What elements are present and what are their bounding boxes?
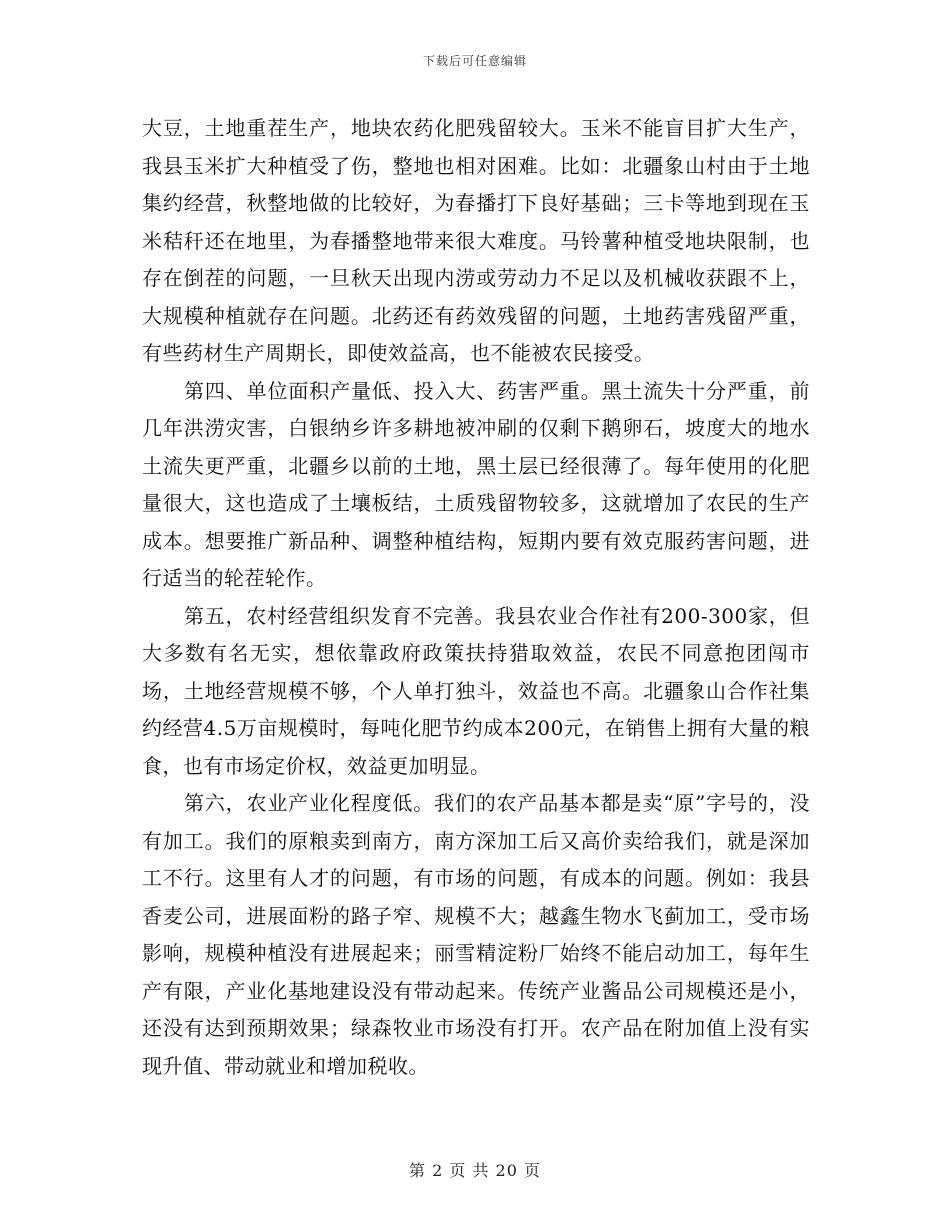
paragraph-section-four: 第四、单位面积产量低、投入大、药害严重。黑土流失十分严重，前几年洪涝灾害，白银纳乡许多耕地被冲刷的仅剩下鹅卵石，坡度大的地水土流失更严重，北疆乡以前的土地，黑土层已经很薄了。每年使用的化肥量很大，这也造成了土壤板结，土质残留物较多，这就增加了农民的生产成本。想要推广新品种、调整种植结构，短期内要有效克服药害问题，进行适当的轮茬轮作。: [142, 378, 810, 590]
paragraph-section-six: 第六，农业产业化程度低。我们的农产品基本都是卖“原”字号的，没有加工。我们的原粮卖到南方，南方深加工后又高价卖给我们，就是深加工不行。这里有人才的问题，有市场的问题，有成本的问题。例如：我县香麦公司，进展面粉的路子窄、规模不大；越鑫生物水飞蓟加工，受市场影响，规模种植没有进展起来；丽雪精淀粉厂始终不能启动加工，每年生产有限，产业化基地建设没有带动起来。传统产业酱品公司规模还是小，还没有达到预期效果；绿森牧业市场没有打开。农产品在附加值上没有实现升值、带动就业和增加税收。: [142, 791, 810, 1078]
paragraph-continued: 大豆，土地重茬生产，地块农药化肥残留较大。玉米不能盲目扩大生产，我县玉米扩大种植受了伤，整地也相对困难。比如：北疆象山村由于土地集约经营，秋整地做的比较好，为春播打下良好基础；三卡等地到现在玉米秸秆还在地里，为春播整地带来很大难度。马铃薯种植受地块限制，也存在倒茬的问题，一旦秋天出现内涝或劳动力不足以及机械收获跟不上，大规模种植就存在问题。北药还有药效残留的问题，土地药害残留严重，有些药材生产周期长，即使效益高，也不能被农民接受。: [142, 116, 810, 365]
paragraph-section-five: 第五，农村经营组织发育不完善。我县农业合作社有200-300家，但大多数有名无实，想依靠政府政策扶持猎取效益，农民不同意抱团闯市场，土地经营规模不够，个人单打独斗，效益也不高。北疆象山合作社集约经营4.5万亩规模时，每吨化肥节约成本200元，在销售上拥有大量的粮食，也有市场定价权，效益更加明显。: [142, 603, 810, 778]
document-body: [142, 110, 810, 1085]
page-number: 第 2 页 共 20 页: [409, 1161, 541, 1180]
page-header: 下载后可任意编辑: [422, 54, 527, 68]
